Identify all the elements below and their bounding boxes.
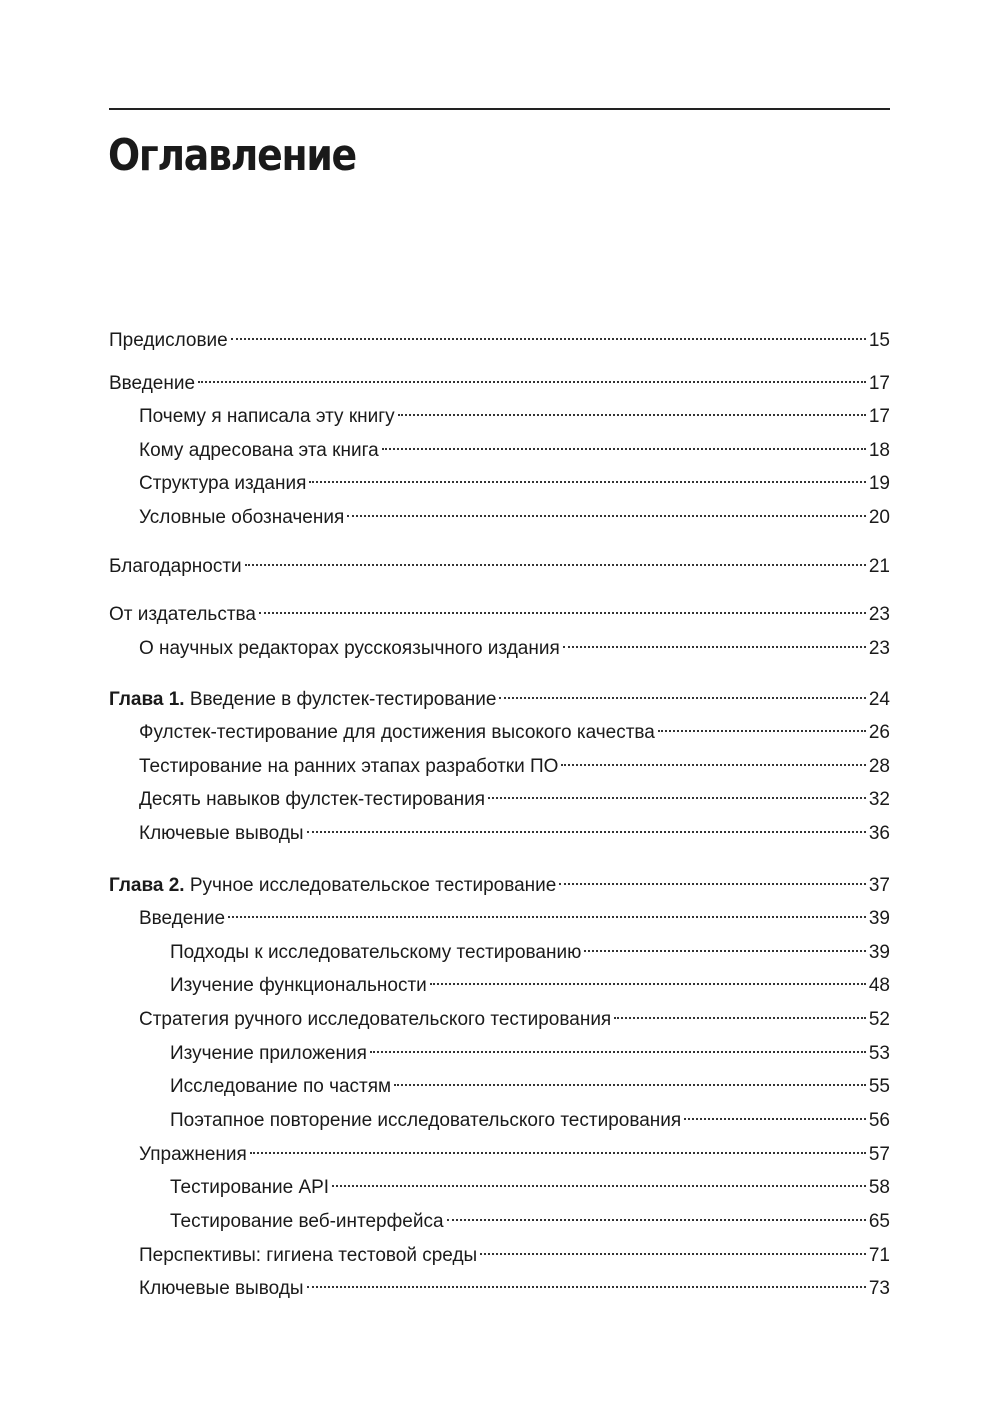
toc-entry[interactable] (139, 813, 890, 844)
toc-entry[interactable] (139, 746, 890, 777)
toc-page-number: 26 (868, 722, 890, 743)
toc-entry-label (109, 873, 556, 899)
toc-entry-label (139, 1276, 304, 1302)
toc-entry[interactable] (139, 430, 890, 461)
dot-leader (499, 679, 865, 705)
toc-entry-label (139, 821, 304, 847)
toc-page-number: 48 (868, 975, 890, 996)
dot-leader (307, 813, 866, 839)
toc-entry[interactable] (109, 679, 890, 710)
toc-entry-label (139, 404, 395, 430)
toc-entry-label (139, 471, 306, 497)
toc-page-number: 39 (868, 942, 890, 963)
dot-leader (563, 628, 866, 654)
dot-leader (309, 463, 865, 489)
toc-entry-label (170, 1041, 367, 1067)
dot-leader (658, 712, 866, 738)
toc-entry-title: Стратегия ручного исследовательского тестирования (139, 1009, 612, 1030)
toc-page-number: 36 (868, 823, 890, 844)
toc-entry-title: Введение (139, 908, 226, 929)
toc-entry[interactable] (139, 999, 890, 1030)
dot-leader (559, 865, 866, 891)
chapter-prefix: Глава 1. (109, 689, 185, 710)
toc-entry[interactable] (139, 463, 890, 494)
toc-entry-title: Тестирование API (170, 1177, 330, 1198)
toc-entry[interactable] (170, 1100, 890, 1131)
toc-entry-title: Исследование по частям (170, 1076, 392, 1097)
toc-page-number: 52 (868, 1009, 890, 1030)
toc-page-number: 65 (868, 1211, 890, 1232)
toc-entry-title: Поэтапное повторение исследовательского тестирования (170, 1110, 682, 1131)
toc-entry[interactable] (139, 1235, 890, 1266)
dot-leader (250, 1134, 866, 1160)
toc-page-number: 17 (868, 406, 890, 427)
toc-entry-label (109, 554, 242, 580)
toc-entry-label (109, 602, 256, 628)
toc-page-number: 28 (868, 756, 890, 777)
toc-entry[interactable] (170, 1167, 890, 1198)
toc-entry[interactable] (170, 1201, 890, 1232)
toc-page-number: 24 (868, 689, 890, 710)
toc-entry[interactable] (139, 497, 890, 528)
toc-entry-label (109, 687, 496, 713)
toc-entry-label (170, 1209, 444, 1235)
toc-entry-title: Почему я написала эту книгу (139, 406, 395, 427)
toc-page-number: 58 (868, 1177, 890, 1198)
toc-entry-label (139, 1142, 247, 1168)
toc-entry[interactable] (139, 628, 890, 659)
toc-page-number: 23 (868, 638, 890, 659)
toc-entry-label (109, 328, 228, 354)
toc-entry[interactable] (139, 396, 890, 427)
toc-entry[interactable] (109, 363, 890, 394)
chapter-prefix: Глава 2. (109, 875, 185, 896)
dot-leader (228, 898, 866, 924)
toc-entry[interactable] (139, 898, 890, 929)
toc-page-number: 37 (868, 875, 890, 896)
toc-entry[interactable] (139, 1268, 890, 1299)
toc-page-number: 17 (868, 373, 890, 394)
toc-entry-label (170, 1074, 391, 1100)
toc-entry-title: Условные обозначения (139, 507, 345, 528)
toc-entry-title: Благодарности (109, 556, 242, 577)
toc-entry[interactable] (170, 965, 890, 996)
toc-entry-label (170, 940, 581, 966)
toc-entry-label (139, 906, 225, 932)
toc-entry-title: Структура издания (139, 473, 307, 494)
toc-entry[interactable] (170, 932, 890, 963)
dot-leader (370, 1033, 866, 1059)
toc-page-number: 56 (868, 1110, 890, 1131)
toc-entry-title: Введение (109, 373, 196, 394)
toc-entry-title: Предисловие (109, 330, 228, 351)
toc-entry-label (139, 636, 560, 662)
dot-leader (347, 497, 866, 523)
toc-entry-title: Упражнения (139, 1144, 247, 1165)
toc-entry-label (170, 1175, 329, 1201)
dot-leader (480, 1235, 866, 1261)
toc-page-number: 57 (868, 1144, 890, 1165)
toc-page-number: 53 (868, 1043, 890, 1064)
toc-entry[interactable] (109, 320, 890, 351)
toc-entry-label (170, 973, 427, 999)
toc-page-number: 19 (868, 473, 890, 494)
dot-leader (245, 546, 866, 572)
toc-entry-title: Кому адресована эта книга (139, 440, 379, 461)
toc-entry-title: Тестирование на ранних этапах разработки ПО (139, 756, 559, 777)
dot-leader (488, 779, 866, 805)
toc-page-number: 20 (868, 507, 890, 528)
toc-entry[interactable] (170, 1033, 890, 1064)
toc-entry-title: Ручное исследовательское тестирование (189, 875, 557, 896)
toc-entry-title: Десять навыков фулстек-тестирования (139, 789, 486, 810)
dot-leader (684, 1100, 866, 1126)
dot-leader (332, 1167, 866, 1193)
toc-page-number: 32 (868, 789, 890, 810)
dot-leader (430, 965, 866, 991)
toc-page-number: 73 (868, 1278, 890, 1299)
toc-entry[interactable] (109, 594, 890, 625)
toc-entry[interactable] (109, 546, 890, 577)
page-title: Оглавление (108, 130, 356, 181)
toc-entry-title: Изучение приложения (170, 1043, 367, 1064)
toc-entry[interactable] (139, 1134, 890, 1165)
toc-entry-label (139, 787, 485, 813)
toc-entry-label (139, 505, 344, 531)
toc-page-number: 21 (868, 556, 890, 577)
dot-leader (259, 594, 866, 620)
toc-page-number: 39 (868, 908, 890, 929)
dot-leader (447, 1201, 866, 1227)
toc-entry-title: Тестирование веб-интерфейса (170, 1211, 444, 1232)
toc-entry-title: Подходы к исследовательскому тестированию (170, 942, 582, 963)
toc-entry-label (139, 438, 379, 464)
toc-entry[interactable] (170, 1066, 890, 1097)
toc-entry-title: Перспективы: гигиена тестовой среды (139, 1245, 478, 1266)
toc-entry-title: От издательства (109, 604, 256, 625)
dot-leader (198, 363, 866, 389)
dot-leader (307, 1268, 866, 1294)
toc-page-number: 71 (868, 1245, 890, 1266)
toc-page-number: 23 (868, 604, 890, 625)
toc-entry-label (139, 754, 558, 780)
toc-page-number: 55 (868, 1076, 890, 1097)
toc-entry-label (170, 1108, 681, 1134)
dot-leader (398, 396, 866, 422)
toc-entry[interactable] (139, 779, 890, 810)
toc-page-number: 15 (868, 330, 890, 351)
toc-entry[interactable] (139, 712, 890, 743)
toc-entry-label (109, 371, 195, 397)
dot-leader (614, 999, 866, 1025)
dot-leader (231, 320, 866, 346)
toc-entry-title: Ключевые выводы (139, 823, 304, 844)
toc-entry-label (139, 720, 655, 746)
dot-leader (584, 932, 866, 958)
toc-entry-title: Введение в фулстек-тестирование (189, 689, 497, 710)
toc-entry-title: О научных редакторах русскоязычного издания (139, 638, 560, 659)
toc-page-number: 18 (868, 440, 890, 461)
toc-entry-title: Ключевые выводы (139, 1278, 304, 1299)
dot-leader (561, 746, 865, 772)
dot-leader (382, 430, 866, 456)
toc-entry-title: Фулстек-тестирование для достижения высокого качества (139, 722, 655, 743)
toc-entry-label (139, 1007, 611, 1033)
toc-entry-title: Изучение функциональности (170, 975, 427, 996)
dot-leader (394, 1066, 866, 1092)
toc-entry[interactable] (109, 865, 890, 896)
toc-entry-label (139, 1243, 477, 1269)
